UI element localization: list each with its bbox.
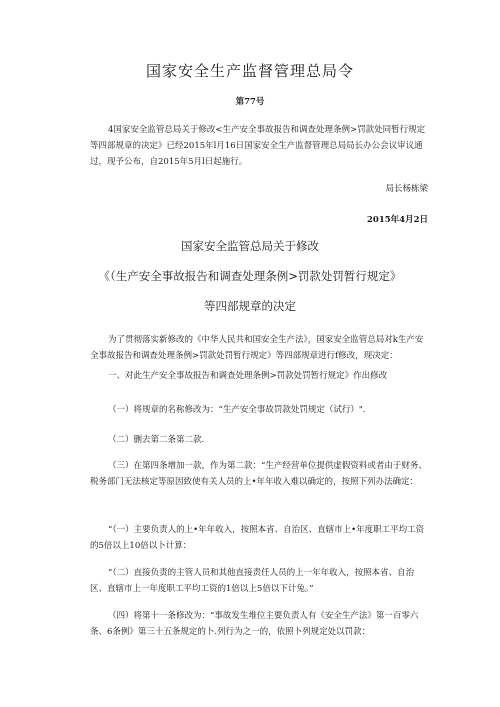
- item-1: （一）将规章的名称修改为：“生产安全事故罚款处罚规定（试行）".: [108, 405, 366, 415]
- intro-paragraph: 4国家安全监管总局关于修改<生产安全事故报告和调查处理条例>罚款处同暂行规定等四部规章的决定》已经2015年l月16日国家安全生产监督管理总局局长办公会议审议通过，现予公布，自2015年5月l日起施行。: [90, 125, 426, 167]
- section-1-heading: 一、对此生产安全事故报告和调查处理条例>罚款处罚暂行规定》作出修改: [108, 371, 388, 381]
- preamble-paragraph: 为了贯彻落实新修改的《中华人民共和国安全生产法》，国家安全监管总局对k生产安全事故报告和调查处理条例>罚款处罚暂行规定》等四部规章进行f修改，现决定：: [90, 335, 424, 361]
- issue-date: 2015年4月2日: [367, 215, 428, 225]
- signature: 局长杨栋梁: [385, 184, 428, 194]
- item-4: （四）将第十一条修改为：“事故发生堆位主要负责人有《安全生产法》第一百零六条、6条例》第三十五条规定的卜.列行为之一的，依照卜列规定处以罚款：: [90, 611, 419, 637]
- sub-item-2: “（二）直接负责的主管人员和其他直接责任人员的上一年年收入，按照本省、自治区、直辖市上一年度职工平均工资的1倍以上5倍以下计兔。”: [90, 568, 415, 594]
- order-number: 第77号: [235, 97, 265, 107]
- sub-item-1: “（一）主要负责人的上•年年收入，按照本省、自治区、直辖市上•年度职工平均工资的5倍以上10倍以卜计算：: [90, 525, 425, 551]
- item-2: （二）删去第二条第二款.: [108, 435, 205, 445]
- document-title: 国家安全生产监督管理总局令: [145, 62, 354, 80]
- decision-title-line-1: 国家安全监管总局关于修改: [181, 239, 319, 253]
- item-3: （三）在第四条增加一款，作为第二款：“生产经营单位提供虚假资料或者由于财务、税务部门无法核定等原因致使有关人员的上•年年收入难以确定的，按照下列办法确定：: [90, 461, 427, 487]
- decision-title-line-2: 《（生产安全事故报告和调查处理条例>罚款处罚暂行规定》: [98, 269, 402, 283]
- decision-title-line-3: 等四部规章的决定: [204, 299, 296, 313]
